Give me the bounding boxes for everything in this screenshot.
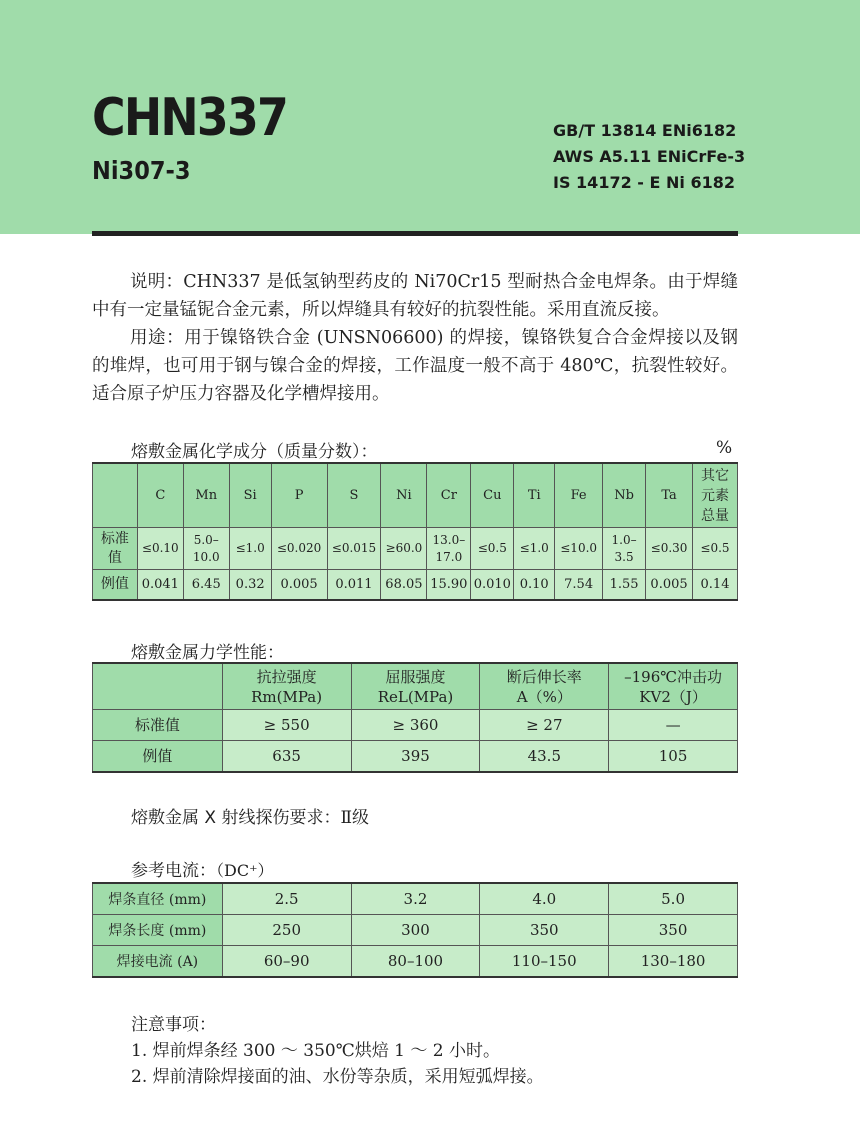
table-cell: 1.0–3.5 xyxy=(603,528,646,570)
current-heading xyxy=(131,856,274,881)
table-cell: ≤0.10 xyxy=(137,528,183,570)
mechanical-header-row xyxy=(93,663,738,710)
table-cell: 250 xyxy=(222,915,351,946)
header-line: ReL(MPa) xyxy=(377,687,454,706)
row-label: 标准值 xyxy=(93,528,138,570)
header-line: 屈服强度 xyxy=(385,667,446,686)
table-cell: 350 xyxy=(609,915,738,946)
table-cell: 0.041 xyxy=(137,570,183,601)
table-cell: 0.010 xyxy=(471,570,514,601)
current-title: 参考电流： xyxy=(131,861,216,881)
table-cell: 6.45 xyxy=(183,570,229,601)
table-cell: 2.5 xyxy=(222,883,351,915)
table-cell: 4.0 xyxy=(480,883,609,915)
standards-list xyxy=(553,118,745,196)
description-label: 说明： xyxy=(130,272,184,292)
chemistry-table xyxy=(92,462,738,601)
chemistry-unit: % xyxy=(716,438,733,458)
table-header-cell xyxy=(222,663,351,710)
table-cell: Nb xyxy=(603,463,646,528)
standard-gb: GB/T 13814 ENi6182 xyxy=(553,121,737,140)
table-cell: ≤0.020 xyxy=(271,528,327,570)
row-label: 焊接电流 (A) xyxy=(93,946,223,978)
table-cell: 3.2 xyxy=(351,883,480,915)
row-label: 例值 xyxy=(93,741,223,773)
product-subtitle: Ni307-3 xyxy=(92,156,191,185)
table-cell: 15.90 xyxy=(427,570,471,601)
table-cell: Ta xyxy=(646,463,693,528)
mechanical-table xyxy=(92,662,738,773)
table-cell: 0.011 xyxy=(327,570,381,601)
notes-title: 注意事项： xyxy=(131,1015,216,1035)
header-line: A（%） xyxy=(516,687,572,706)
table-cell: Ni xyxy=(381,463,427,528)
table-cell: — xyxy=(609,710,738,741)
table-cell xyxy=(93,663,223,710)
diameter-row xyxy=(93,883,738,915)
table-header-cell xyxy=(609,663,738,710)
table-cell: 350 xyxy=(480,915,609,946)
note-item: 2. 焊前清除焊接面的油、水份等杂质，采用短弧焊接。 xyxy=(131,1067,544,1087)
table-cell: 0.10 xyxy=(514,570,555,601)
table-cell: ≤10.0 xyxy=(555,528,603,570)
table-cell: C xyxy=(137,463,183,528)
mechanical-standard-row xyxy=(93,710,738,741)
table-cell: 0.32 xyxy=(229,570,271,601)
table-cell: Si xyxy=(229,463,271,528)
table-cell: ≥ 27 xyxy=(480,710,609,741)
standard-aws: AWS A5.11 ENiCrFe-3 xyxy=(553,147,746,166)
table-cell: ≤1.0 xyxy=(229,528,271,570)
table-cell: P xyxy=(271,463,327,528)
row-label: 标准值 xyxy=(93,710,223,741)
row-label: 焊条长度 (mm) xyxy=(93,915,223,946)
table-cell: Fe xyxy=(555,463,603,528)
chemistry-standard-row xyxy=(93,528,738,570)
header-line: 抗拉强度 xyxy=(256,667,317,686)
table-cell: Ti xyxy=(514,463,555,528)
row-label: 例值 xyxy=(93,570,138,601)
table-cell: ≥60.0 xyxy=(381,528,427,570)
table-cell: 0.005 xyxy=(646,570,693,601)
chemistry-example-row xyxy=(93,570,738,601)
table-cell: ≤0.015 xyxy=(327,528,381,570)
table-cell: 300 xyxy=(351,915,480,946)
table-cell xyxy=(93,463,138,528)
xray-requirement xyxy=(131,803,369,828)
table-cell: Cr xyxy=(427,463,471,528)
table-cell: 7.54 xyxy=(555,570,603,601)
header-line: Rm(MPa) xyxy=(251,687,323,706)
usage-label: 用途： xyxy=(130,328,185,348)
table-cell: 5.0–10.0 xyxy=(183,528,229,570)
table-cell: 0.14 xyxy=(693,570,738,601)
header-band xyxy=(0,0,860,234)
description-paragraph xyxy=(92,268,738,324)
header-line: 断后伸长率 xyxy=(506,667,582,686)
table-cell: 80–100 xyxy=(351,946,480,978)
table-cell: ≥ 360 xyxy=(351,710,480,741)
header-line: –196℃冲击功 xyxy=(624,667,723,686)
table-cell: 110–150 xyxy=(480,946,609,978)
table-cell: 395 xyxy=(351,741,480,773)
description-text: CHN337 是低氢钠型药皮的 Ni70Cr15 型耐热合金电焊条。由于焊缝中有一定量锰铌合金元素，所以焊缝具有较好的抗裂性能。采用直流反接。 xyxy=(92,272,738,320)
mechanical-example-row xyxy=(93,741,738,773)
usage-paragraph xyxy=(92,324,738,408)
table-header-cell xyxy=(480,663,609,710)
chemistry-title: 熔敷金属化学成分（质量分数）： xyxy=(131,442,378,462)
xray-title: 熔敷金属 X 射线探伤要求： xyxy=(131,808,341,828)
row-label: 焊条直径 (mm) xyxy=(93,883,223,915)
table-cell: ≤1.0 xyxy=(514,528,555,570)
standard-is: IS 14172 - E Ni 6182 xyxy=(553,173,735,192)
current-polarity: （DC⁺） xyxy=(216,861,274,880)
table-cell: 其它元素总量 xyxy=(693,463,738,528)
table-cell: 130–180 xyxy=(609,946,738,978)
table-cell: 13.0–17.0 xyxy=(427,528,471,570)
length-row xyxy=(93,915,738,946)
usage-text: 用于镍铬铁合金 (UNSN06600) 的焊接，镍铬铁复合合金焊接以及钢的堆焊，也可用于钢与镍合金的焊接，工作温度一般不高于 480℃，抗裂性较好。适合原子炉压力容器及化学槽焊接用。 xyxy=(92,328,738,404)
xray-value: Ⅱ级 xyxy=(340,808,370,828)
header-rule xyxy=(92,231,738,236)
header-line: KV2（J） xyxy=(639,687,707,706)
current-table xyxy=(92,882,738,978)
product-title: CHN337 xyxy=(92,88,288,148)
table-cell: 60–90 xyxy=(222,946,351,978)
current-row xyxy=(93,946,738,978)
mechanical-title: 熔敷金属力学性能： xyxy=(131,643,284,663)
table-cell: Cu xyxy=(471,463,514,528)
table-cell: ≤0.5 xyxy=(693,528,738,570)
table-cell: 43.5 xyxy=(480,741,609,773)
table-cell: 0.005 xyxy=(271,570,327,601)
table-cell: 5.0 xyxy=(609,883,738,915)
chemistry-header-row xyxy=(93,463,738,528)
table-cell: ≥ 550 xyxy=(222,710,351,741)
table-cell: 68.05 xyxy=(381,570,427,601)
table-cell: 635 xyxy=(222,741,351,773)
table-cell: ≤0.5 xyxy=(471,528,514,570)
table-cell: 1.55 xyxy=(603,570,646,601)
note-item: 1. 焊前焊条经 300 ～ 350℃烘焙 1 ～ 2 小时。 xyxy=(131,1041,500,1061)
table-cell: 105 xyxy=(609,741,738,773)
table-cell: ≤0.30 xyxy=(646,528,693,570)
table-cell: Mn xyxy=(183,463,229,528)
table-header-cell xyxy=(351,663,480,710)
table-cell: S xyxy=(327,463,381,528)
